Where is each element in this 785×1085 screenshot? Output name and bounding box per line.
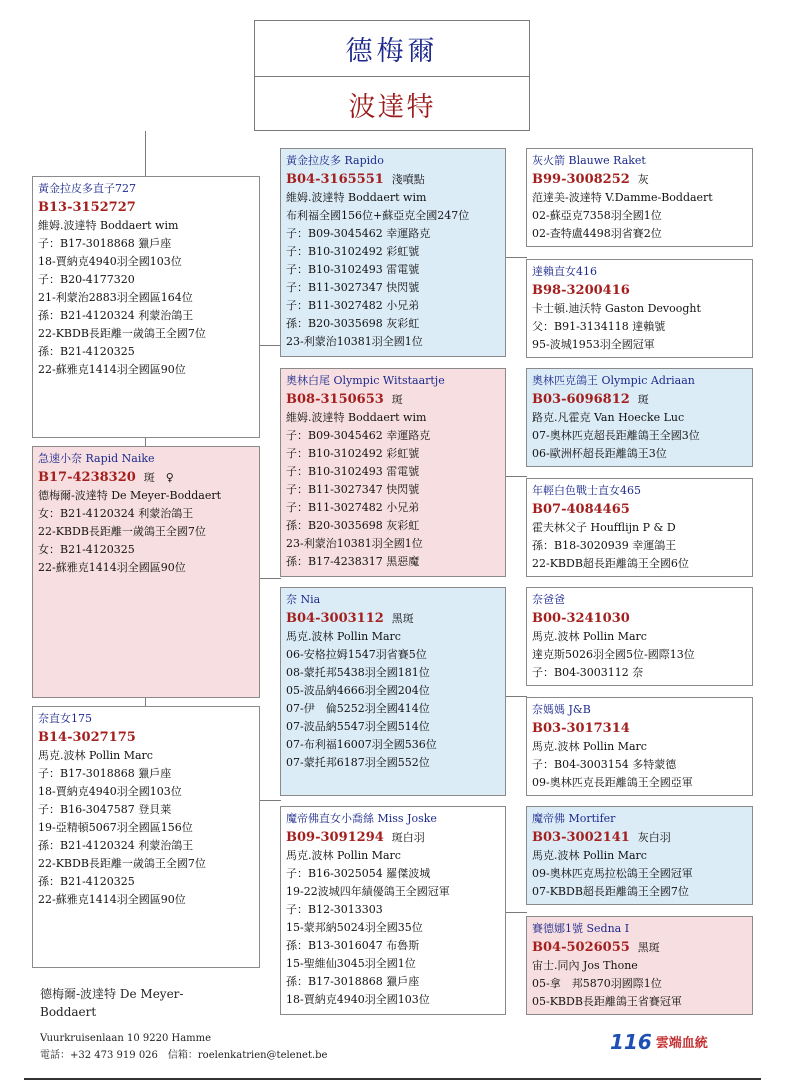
ring-number: B13-3152727 bbox=[38, 200, 136, 215]
detail-line: 子：B09-3045462 幸運路克 bbox=[286, 429, 431, 442]
detail-line: 22-蘇雅克1414羽全國區90位 bbox=[38, 363, 186, 376]
owner-name: 德梅爾 bbox=[255, 21, 529, 77]
card-dalai-daughter bbox=[526, 259, 753, 358]
breeder-info bbox=[40, 985, 270, 1021]
ring-number: B07-4084465 bbox=[532, 502, 630, 517]
pigeon-name: 黃金拉皮多直子727 bbox=[38, 182, 136, 195]
logo-text: 雲端血統 bbox=[655, 1036, 708, 1051]
logo-number: 116 bbox=[610, 1030, 652, 1054]
detail-line: 23-利蒙治10381羽全國1位 bbox=[286, 537, 423, 550]
detail-line: 范達美-波達特 V.Damme-Boddaert bbox=[532, 191, 713, 204]
pedigree-title-box bbox=[254, 20, 530, 131]
card-nia bbox=[280, 587, 506, 796]
detail-line: 父：B91-3134118 達賴號 bbox=[532, 320, 666, 333]
detail-line: 孫：B20-3035698 灰彩虹 bbox=[286, 317, 420, 330]
detail-line: 孫：B13-3016047 布魯斯 bbox=[286, 939, 420, 952]
card-sire bbox=[32, 176, 260, 438]
breeder-name-line1: 德梅爾-波達特 De Meyer- bbox=[40, 987, 184, 1001]
color-note: 灰白羽 bbox=[637, 831, 671, 844]
detail-line: 女：B21-4120325 bbox=[38, 543, 135, 556]
detail-line: 孫：B20-3035698 灰彩虹 bbox=[286, 519, 420, 532]
detail-line: 23-利蒙治10381羽全國1位 bbox=[286, 335, 423, 348]
color-note: 斑白羽 bbox=[391, 831, 425, 844]
detail-line: 馬克.波林 Pollin Marc bbox=[532, 630, 647, 643]
ring-number: B03-3017314 bbox=[532, 721, 630, 736]
detail-line: 子：B04-3003112 奈 bbox=[532, 666, 644, 679]
detail-line: 05-KBDB長距離鴿王省賽冠軍 bbox=[532, 995, 682, 1008]
connector-main-vertical bbox=[145, 131, 146, 178]
detail-line: 09-奧林匹克馬拉松鴿王全國冠軍 bbox=[532, 867, 693, 880]
detail-line: 子：B11-3027347 快閃號 bbox=[286, 281, 420, 294]
detail-line: 子：B20-4177320 bbox=[38, 273, 135, 286]
detail-line: 子：B04-3003154 多特蒙德 bbox=[532, 758, 677, 771]
detail-line: 22-KBDB超長距離鴿王全國6位 bbox=[532, 557, 689, 570]
ring-number: B09-3091294 bbox=[286, 830, 384, 845]
owner-surname: 波達特 bbox=[348, 92, 436, 123]
detail-line: 孫：B21-4120324 利蒙治鴿王 bbox=[38, 309, 194, 322]
ring-number: B17-4238320 bbox=[38, 470, 136, 485]
detail-line: 05-波品納4666羽全國204位 bbox=[286, 684, 430, 697]
pigeon-name: 奈爸爸 bbox=[532, 593, 565, 606]
detail-line: 06-歐洲杯超長距離鴿王3位 bbox=[532, 447, 667, 460]
detail-line: 18-賈納克4940羽全國103位 bbox=[286, 993, 430, 1006]
detail-line: 子：B16-3047587 登貝莱 bbox=[38, 803, 172, 816]
pigeon-name: 奈 Nia bbox=[286, 593, 321, 606]
detail-line: 孫：B21-4120324 利蒙治鴿王 bbox=[38, 839, 194, 852]
detail-line: 德梅爾-波達特 De Meyer-Boddaert bbox=[38, 489, 222, 502]
pigeon-name: 奧林匹克鴿王 Olympic Adriaan bbox=[532, 374, 695, 387]
detail-line: 孫：B21-4120325 bbox=[38, 875, 135, 888]
detail-line: 馬克.波林 Pollin Marc bbox=[286, 630, 401, 643]
ring-number: B03-6096812 bbox=[532, 392, 630, 407]
card-mortifer bbox=[526, 806, 753, 905]
pigeon-name: 急速小奈 Rapid Naike bbox=[38, 452, 155, 465]
color-note: 斑 bbox=[637, 393, 649, 406]
detail-line: 07-奧林匹克超長距離鴿王全國3位 bbox=[532, 429, 700, 442]
detail-line: 子：B16-3025054 羅傑波城 bbox=[286, 867, 431, 880]
color-note: 斑 bbox=[391, 393, 403, 406]
detail-line: 22-KBDB長距離一歲鴿王全國7位 bbox=[38, 327, 206, 340]
detail-line: 子：B10-3102492 彩虹號 bbox=[286, 447, 420, 460]
detail-line: 子：B17-3018868 獵戶座 bbox=[38, 237, 172, 250]
connector-gd-to-parents bbox=[259, 800, 281, 801]
detail-line: 維姆.波達特 Boddaert wim bbox=[286, 191, 427, 204]
card-miss-joske bbox=[280, 806, 506, 1015]
ring-number: B08-3150653 bbox=[286, 392, 384, 407]
detail-line: 子：B10-3102492 彩虹號 bbox=[286, 245, 420, 258]
detail-line: 07-布利福16007羽全國536位 bbox=[286, 738, 437, 751]
card-sedna bbox=[526, 916, 753, 1015]
detail-line: 子：B12-3013303 bbox=[286, 903, 383, 916]
detail-line: 子：B10-3102493 雷電號 bbox=[286, 465, 420, 478]
detail-line: 卡士頓.迪沃特 Gaston Devooght bbox=[532, 302, 701, 315]
color-note: 淺噴點 bbox=[391, 173, 425, 186]
detail-line: 15-蒙邦納5024羽全國35位 bbox=[286, 921, 423, 934]
color-note: 黑斑 bbox=[637, 941, 660, 954]
pigeon-name: 灰火箭 Blauwe Raket bbox=[532, 154, 646, 167]
connector-dam-to-parents bbox=[259, 578, 281, 579]
connector-col2-col3-b bbox=[505, 476, 527, 477]
detail-line: 馬克.波林 Pollin Marc bbox=[532, 740, 647, 753]
connector-col2-col3-a bbox=[505, 257, 527, 258]
detail-line: 21-利蒙治2883羽全國區164位 bbox=[38, 291, 193, 304]
color-note: 斑 ♀ bbox=[143, 471, 174, 484]
color-note: 黑斑 bbox=[391, 612, 414, 625]
detail-line: 女：B21-4120324 利蒙治鴿王 bbox=[38, 507, 194, 520]
ring-number: B04-3165551 bbox=[286, 172, 384, 187]
detail-line: 孫：B17-4238317 黑惡魔 bbox=[286, 555, 420, 568]
card-dam bbox=[32, 446, 260, 698]
pigeon-name: 魔帝佛直女小喬絲 Miss Joske bbox=[286, 812, 437, 825]
pigeon-name: 年輕白色戰士直女465 bbox=[532, 484, 641, 497]
pigeon-name: 賽德娜1號 Sedna I bbox=[532, 922, 630, 935]
detail-line: 子：B10-3102493 雷電號 bbox=[286, 263, 420, 276]
detail-line: 09-奧林匹克長距離鴿王全國亞軍 bbox=[532, 776, 693, 789]
ring-number: B98-3200416 bbox=[532, 283, 630, 298]
card-rapido bbox=[280, 148, 506, 357]
detail-line: 08-蒙托邦5438羽全國181位 bbox=[286, 666, 430, 679]
detail-line: 07-蒙托邦6187羽全國552位 bbox=[286, 756, 430, 769]
breeder-address: Vuurkruisenlaan 10 9220 Hamme bbox=[40, 1033, 212, 1044]
detail-line: 07-波品納5547羽全國514位 bbox=[286, 720, 430, 733]
detail-line: 孫：B17-3018868 獵戶座 bbox=[286, 975, 420, 988]
card-olympic-adriaan bbox=[526, 368, 753, 467]
card-granddam bbox=[32, 706, 260, 968]
ring-number: B00-3241030 bbox=[532, 611, 630, 626]
card-nia-mother bbox=[526, 697, 753, 796]
detail-line: 宙士.同內 Jos Thone bbox=[532, 959, 638, 972]
connector-col2-col3-d bbox=[505, 912, 527, 913]
detail-line: 15-聖維仙3045羽全國1位 bbox=[286, 957, 416, 970]
connector-col2-col3-c bbox=[505, 696, 527, 697]
detail-line: 路克.凡霍克 Van Hoecke Luc bbox=[532, 411, 685, 424]
detail-line: 19-亞精頓5067羽全國區156位 bbox=[38, 821, 193, 834]
detail-line: 05-拿 邦5870羽國際1位 bbox=[532, 977, 662, 990]
pigeon-name: 魔帝佛 Mortifer bbox=[532, 812, 616, 825]
color-note: 灰 bbox=[637, 173, 649, 186]
detail-line: 02-查特盧4498羽省賽2位 bbox=[532, 227, 662, 240]
detail-line: 布利福全國156位+蘇亞克全國247位 bbox=[286, 209, 470, 222]
detail-line: 22-蘇雅克1414羽全國區90位 bbox=[38, 561, 186, 574]
detail-line: 子：B09-3045462 幸運路克 bbox=[286, 227, 431, 240]
ring-number: B03-3002141 bbox=[532, 830, 630, 845]
breeder-phone-email: 電話：+32 473 919 026 信箱：roelenkatrien@telenet.be bbox=[40, 1050, 328, 1061]
card-witstaartje bbox=[280, 368, 506, 577]
card-nia-father bbox=[526, 587, 753, 686]
detail-line: 02-蘇亞克7358羽全國1位 bbox=[532, 209, 662, 222]
detail-line: 22-蘇雅克1414羽全國區90位 bbox=[38, 893, 186, 906]
detail-line: 95-波城1953羽全國冠軍 bbox=[532, 338, 655, 351]
ring-number: B99-3008252 bbox=[532, 172, 630, 187]
detail-line: 子：B17-3018868 獵戶座 bbox=[38, 767, 172, 780]
brand-logo bbox=[610, 1030, 708, 1054]
pigeon-name: 奧林白尾 Olympic Witstaartje bbox=[286, 374, 445, 387]
breeder-name-line2: Boddaert bbox=[40, 1005, 97, 1019]
pigeon-name: 奈媽媽 J&B bbox=[532, 703, 591, 716]
detail-line: 子：B11-3027482 小兄弟 bbox=[286, 299, 420, 312]
detail-line: 馬克.波林 Pollin Marc bbox=[38, 749, 153, 762]
ring-number: B04-5026055 bbox=[532, 940, 630, 955]
ring-number: B04-3003112 bbox=[286, 611, 384, 626]
detail-line: 子：B11-3027347 快閃號 bbox=[286, 483, 420, 496]
detail-line: 07-KBDB超長距離鴿王全國7位 bbox=[532, 885, 689, 898]
detail-line: 孫：B18-3020939 幸運鴿王 bbox=[532, 539, 677, 552]
detail-line: 維姆.波達特 Boddaert wim bbox=[286, 411, 427, 424]
detail-line: 維姆.波達特 Boddaert wim bbox=[38, 219, 179, 232]
detail-line: 子：B11-3027482 小兄弟 bbox=[286, 501, 420, 514]
detail-line: 18-賈納克4940羽全國103位 bbox=[38, 255, 182, 268]
detail-line: 18-賈納克4940羽全國103位 bbox=[38, 785, 182, 798]
footer-divider bbox=[24, 1078, 761, 1080]
detail-line: 22-KBDB長距離一歲鴿王全國7位 bbox=[38, 857, 206, 870]
pigeon-name: 黃金拉皮多 Rapido bbox=[286, 154, 384, 167]
breeder-contact bbox=[40, 1030, 440, 1064]
detail-line: 孫：B21-4120325 bbox=[38, 345, 135, 358]
detail-line: 馬克.波林 Pollin Marc bbox=[286, 849, 401, 862]
detail-line: 07-伊 倫5252羽全國414位 bbox=[286, 702, 430, 715]
ring-number: B14-3027175 bbox=[38, 730, 136, 745]
pigeon-name: 奈直女175 bbox=[38, 712, 92, 725]
detail-line: 22-KBDB長距離一歲鴿王全國7位 bbox=[38, 525, 206, 538]
card-white-warrior-daughter bbox=[526, 478, 753, 577]
card-blauwe-raket bbox=[526, 148, 753, 247]
detail-line: 06-安格拉姆1547羽省賽5位 bbox=[286, 648, 427, 661]
detail-line: 19-22波城四年績優鴿王全國冠軍 bbox=[286, 885, 450, 898]
detail-line: 達克斯5026羽全國5位-國際13位 bbox=[532, 648, 695, 661]
detail-line: 霍夫林父子 Houfflijn P & D bbox=[532, 521, 676, 534]
pigeon-name: 達賴直女416 bbox=[532, 265, 597, 278]
detail-line: 馬克.波林 Pollin Marc bbox=[532, 849, 647, 862]
